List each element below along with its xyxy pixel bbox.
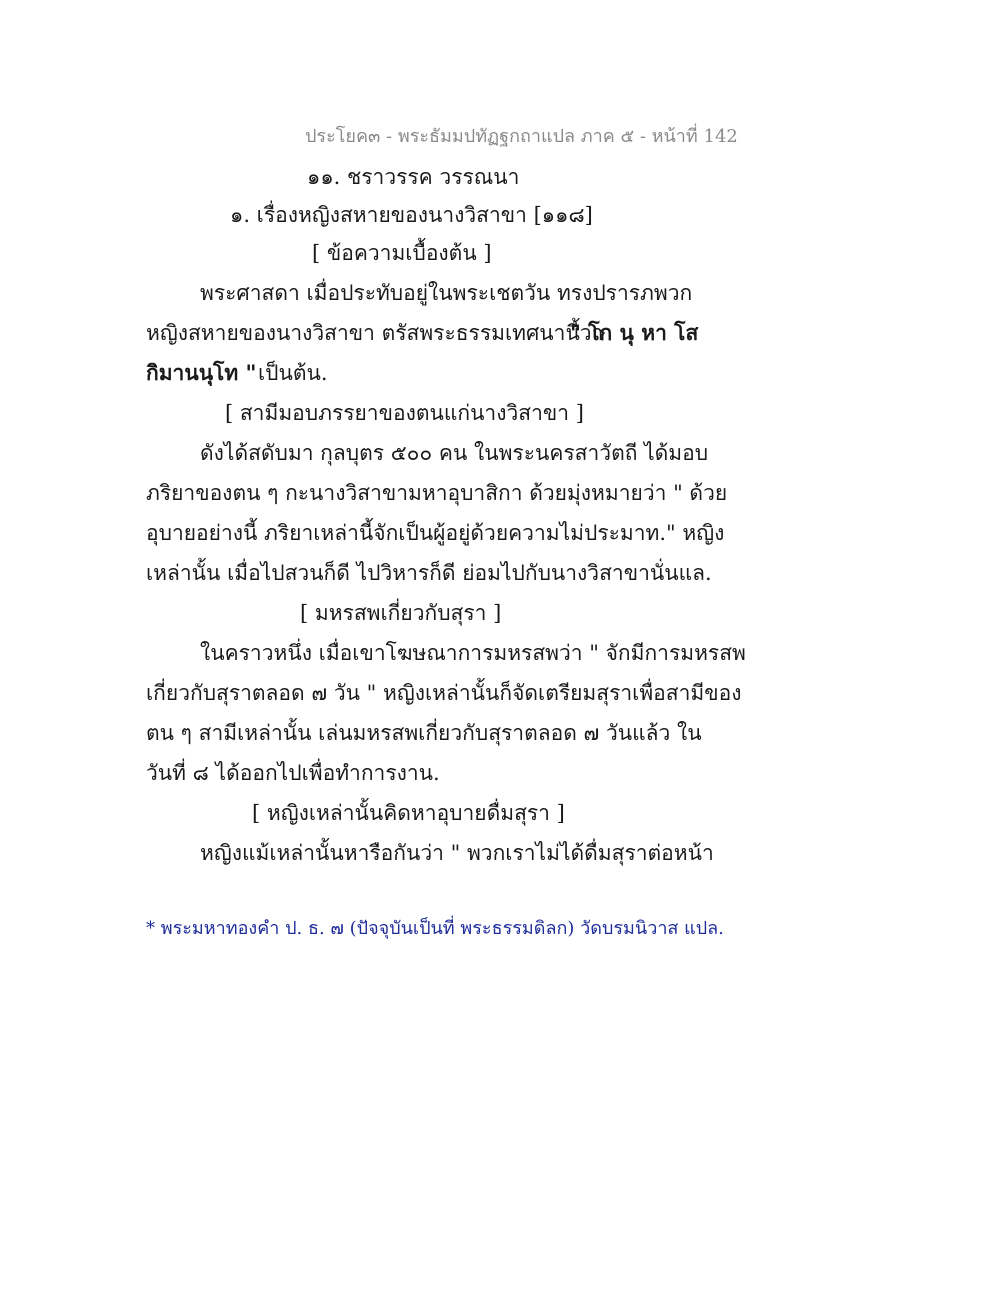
section-heading: [ มหรสพเกี่ยวกับสุรา ] (300, 601, 502, 625)
paragraph-line: อุบายอย่างนี้ ภริยาเหล่านี้จักเป็นผู้อยู่ด้วยความไม่ประมาท." หญิง (146, 521, 725, 545)
paragraph-line: หญิงสหายของนางวิสาขา ตรัสพระธรรมเทศนานี้ว่า (146, 321, 604, 345)
section-heading: [ หญิงเหล่านั้นคิดหาอุบายดื่มสุรา ] (252, 801, 565, 825)
paragraph-line: เป็นต้น. (258, 361, 328, 385)
paragraph-line: ในคราวหนึ่ง เมื่อเขาโฆษณาการมหรสพว่า " จักมีการมหรสพ (200, 641, 746, 665)
pali-quote: กิมานนุโท " (146, 360, 257, 385)
paragraph-line: วันที่ ๘ ได้ออกไปเพื่อทำการงาน. (146, 761, 440, 785)
pali-quote: " โก นุ หา โส (570, 320, 699, 345)
section-heading: [ สามีมอบภรรยาของตนแก่นางวิสาขา ] (225, 401, 584, 425)
paragraph-line: เหล่านั้น เมื่อไปสวนก็ดี ไปวิหารก็ดี ย่อมไปกับนางวิสาขานั่นแล. (146, 561, 712, 585)
paragraph-line: เกี่ยวกับสุราตลอด ๗ วัน " หญิงเหล่านั้นก็จัดเตรียมสุราเพื่อสามีของ (146, 681, 742, 705)
paragraph-line: ตน ๆ สามีเหล่านั้น เล่นมหรสพเกี่ยวกับสุราตลอด ๗ วันแล้ว ใน (146, 721, 702, 745)
paragraph-line: หญิงแม้เหล่านั้นหารือกันว่า " พวกเราไม่ได้ดื่มสุราต่อหน้า (200, 841, 714, 865)
paragraph-line: ดังได้สดับมา กุลบุตร ๕๐๐ คน ในพระนครสาวัตถี ได้มอบ (200, 441, 709, 465)
story-title: ๑. เรื่องหญิงสหายของนางวิสาขา [๑๑๘] (230, 203, 593, 227)
paragraph-line: พระศาสดา เมื่อประทับอยู่ในพระเชตวัน ทรงปรารภพวก (200, 281, 693, 305)
chapter-title: ๑๑. ชราวรรค วรรณนา (307, 165, 520, 189)
footnote: * พระมหาทองคำ ป. ธ. ๗ (ปัจจุบันเป็นที่ พระธรรมดิลก) วัดบรมนิวาส แปล. (146, 918, 724, 939)
running-header: ประโยค๓ - พระธัมมปทัฏฐกถาแปล ภาค ๕ - หน้าที่ 142 (305, 126, 738, 147)
paragraph-line: ภริยาของตน ๆ กะนางวิสาขามหาอุบาสิกา ด้วยมุ่งหมายว่า " ด้วย (146, 481, 728, 505)
section-heading: [ ข้อความเบื้องต้น ] (312, 241, 492, 265)
